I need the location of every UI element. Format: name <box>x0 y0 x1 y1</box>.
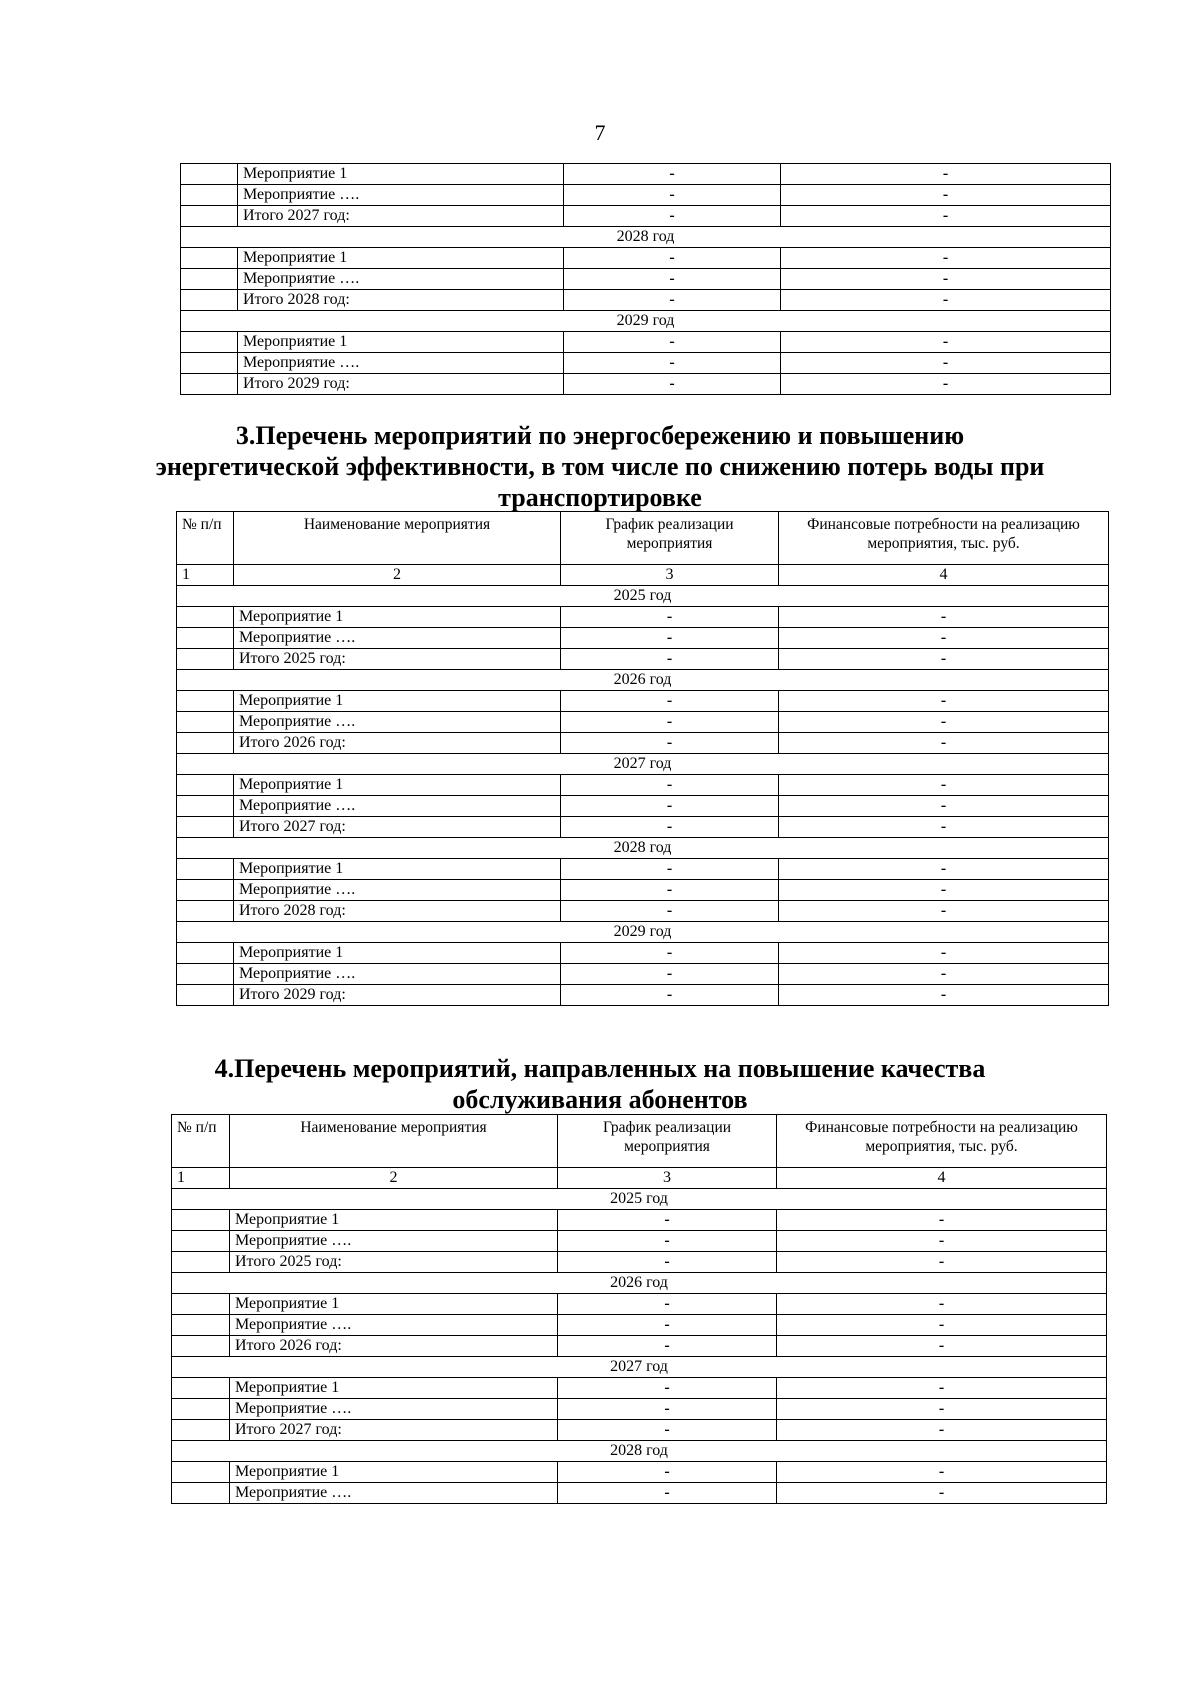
finance-value: - <box>777 1483 1107 1504</box>
schedule-value: - <box>561 607 779 628</box>
activity-name: Мероприятие …. <box>234 796 561 817</box>
year-row <box>181 311 1111 332</box>
header-schedule: График реализации мероприятия <box>561 512 779 565</box>
activity-name: Мероприятие …. <box>238 353 564 374</box>
finance-value: - <box>777 1420 1107 1441</box>
finance-value: - <box>779 943 1109 964</box>
row-number-cell <box>177 775 234 796</box>
activity-name: Мероприятие 1 <box>230 1294 558 1315</box>
activity-name: Мероприятие …. <box>238 185 564 206</box>
table-row <box>181 374 1111 395</box>
row-number-cell <box>181 332 238 353</box>
row-number-cell <box>172 1315 230 1336</box>
table-row <box>177 985 1109 1006</box>
table-row <box>172 1252 1107 1273</box>
row-number-cell <box>177 817 234 838</box>
finance-value: - <box>777 1399 1107 1420</box>
year-label: 2028 год <box>177 838 1109 859</box>
year-label: 2026 год <box>172 1273 1107 1294</box>
table-row <box>177 628 1109 649</box>
year-label: 2027 год <box>177 754 1109 775</box>
year-row <box>177 754 1109 775</box>
row-number-cell <box>172 1294 230 1315</box>
row-number-cell <box>177 796 234 817</box>
activity-name: Мероприятие …. <box>230 1315 558 1336</box>
year-label: 2029 год <box>181 311 1111 332</box>
section-4-heading-line: обслуживания абонентов <box>452 1085 748 1114</box>
activity-name: Итого 2027 год: <box>230 1420 558 1441</box>
table-row <box>181 269 1111 290</box>
schedule-value: - <box>564 290 781 311</box>
year-label: 2025 год <box>177 586 1109 607</box>
column-index: 2 <box>234 565 561 586</box>
row-number-cell <box>177 628 234 649</box>
table-row <box>172 1231 1107 1252</box>
finance-value: - <box>781 185 1111 206</box>
table-row <box>172 1210 1107 1231</box>
column-index: 4 <box>779 565 1109 586</box>
table-row <box>177 649 1109 670</box>
activity-name: Итого 2026 год: <box>234 733 561 754</box>
year-label: 2029 год <box>177 922 1109 943</box>
schedule-value: - <box>558 1336 777 1357</box>
row-number-cell <box>172 1399 230 1420</box>
row-number-cell <box>172 1483 230 1504</box>
year-label: 2028 год <box>181 227 1111 248</box>
schedule-value: - <box>561 649 779 670</box>
table-row <box>177 964 1109 985</box>
finance-value: - <box>781 164 1111 185</box>
finance-value: - <box>777 1315 1107 1336</box>
schedule-value: - <box>564 185 781 206</box>
activity-name: Мероприятие 1 <box>234 775 561 796</box>
finance-value: - <box>779 691 1109 712</box>
finance-value: - <box>777 1252 1107 1273</box>
finance-value: - <box>777 1336 1107 1357</box>
finance-value: - <box>779 607 1109 628</box>
activity-name: Мероприятие 1 <box>234 691 561 712</box>
schedule-value: - <box>561 964 779 985</box>
column-index: 2 <box>230 1168 558 1189</box>
table-row <box>172 1315 1107 1336</box>
table-row <box>177 733 1109 754</box>
schedule-value: - <box>564 248 781 269</box>
activity-name: Итого 2025 год: <box>234 649 561 670</box>
continuation-table <box>180 163 1111 395</box>
activity-name: Итого 2026 год: <box>230 1336 558 1357</box>
schedule-value: - <box>561 901 779 922</box>
activity-name: Итого 2025 год: <box>230 1252 558 1273</box>
activity-name: Мероприятие …. <box>230 1483 558 1504</box>
schedule-value: - <box>561 880 779 901</box>
year-row <box>181 227 1111 248</box>
finance-value: - <box>781 206 1111 227</box>
table-row <box>177 607 1109 628</box>
row-number-cell <box>177 901 234 922</box>
schedule-value: - <box>564 164 781 185</box>
year-row <box>172 1189 1107 1210</box>
column-index: 4 <box>777 1168 1107 1189</box>
row-number-cell <box>172 1252 230 1273</box>
schedule-value: - <box>558 1315 777 1336</box>
year-row <box>177 670 1109 691</box>
row-number-cell <box>181 206 238 227</box>
table-row <box>181 248 1111 269</box>
year-row <box>172 1273 1107 1294</box>
finance-value: - <box>777 1210 1107 1231</box>
finance-value: - <box>781 374 1111 395</box>
year-row <box>177 586 1109 607</box>
schedule-value: - <box>564 269 781 290</box>
row-number-cell <box>177 859 234 880</box>
row-number-cell <box>172 1420 230 1441</box>
row-number-cell <box>172 1462 230 1483</box>
table-row <box>181 206 1111 227</box>
finance-value: - <box>777 1462 1107 1483</box>
finance-value: - <box>779 901 1109 922</box>
finance-value: - <box>779 775 1109 796</box>
finance-value: - <box>777 1294 1107 1315</box>
table-row <box>177 775 1109 796</box>
schedule-value: - <box>558 1399 777 1420</box>
activity-name: Мероприятие 1 <box>230 1378 558 1399</box>
activity-name: Мероприятие …. <box>234 880 561 901</box>
activity-name: Мероприятие 1 <box>238 164 564 185</box>
activity-name: Мероприятие 1 <box>234 859 561 880</box>
table-row <box>172 1483 1107 1504</box>
year-label: 2028 год <box>172 1441 1107 1462</box>
activity-name: Итого 2028 год: <box>234 901 561 922</box>
schedule-value: - <box>564 374 781 395</box>
schedule-value: - <box>558 1252 777 1273</box>
schedule-value: - <box>558 1378 777 1399</box>
finance-value: - <box>781 332 1111 353</box>
section-3-heading-line: энергетической эффективности, в том числе по снижению потерь воды при <box>155 452 1045 481</box>
finance-value: - <box>777 1231 1107 1252</box>
finance-value: - <box>781 290 1111 311</box>
finance-value: - <box>779 628 1109 649</box>
finance-value: - <box>779 712 1109 733</box>
row-number-cell <box>172 1231 230 1252</box>
section-4-heading <box>0 1053 1200 1115</box>
table-row <box>181 290 1111 311</box>
year-row <box>172 1441 1107 1462</box>
activity-name: Мероприятие 1 <box>230 1462 558 1483</box>
column-index: 3 <box>558 1168 777 1189</box>
year-row <box>177 922 1109 943</box>
activity-name: Мероприятие …. <box>238 269 564 290</box>
schedule-value: - <box>561 943 779 964</box>
year-label: 2026 год <box>177 670 1109 691</box>
schedule-value: - <box>561 628 779 649</box>
activity-name: Мероприятие …. <box>230 1231 558 1252</box>
table-row <box>177 817 1109 838</box>
column-index-row <box>177 565 1109 586</box>
table-row <box>177 880 1109 901</box>
activity-name: Мероприятие …. <box>234 712 561 733</box>
activity-name: Мероприятие 1 <box>238 332 564 353</box>
table-row <box>172 1294 1107 1315</box>
header-name: Наименование мероприятия <box>234 512 561 565</box>
finance-value: - <box>779 859 1109 880</box>
section-3-heading <box>0 420 1200 513</box>
activity-name: Мероприятие 1 <box>234 943 561 964</box>
column-index: 1 <box>177 565 234 586</box>
schedule-value: - <box>558 1210 777 1231</box>
row-number-cell <box>177 985 234 1006</box>
row-number-cell <box>177 964 234 985</box>
schedule-value: - <box>561 691 779 712</box>
row-number-cell <box>181 164 238 185</box>
row-number-cell <box>172 1336 230 1357</box>
table-row <box>172 1399 1107 1420</box>
column-index-row <box>172 1168 1107 1189</box>
header-schedule: График реализации мероприятия <box>558 1115 777 1168</box>
activity-name: Мероприятие 1 <box>234 607 561 628</box>
finance-value: - <box>781 248 1111 269</box>
finance-value: - <box>779 796 1109 817</box>
schedule-value: - <box>564 332 781 353</box>
row-number-cell <box>177 733 234 754</box>
activity-name: Мероприятие …. <box>234 628 561 649</box>
schedule-value: - <box>558 1420 777 1441</box>
table-row <box>181 332 1111 353</box>
header-number: № п/п <box>172 1115 230 1168</box>
activity-name: Итого 2029 год: <box>234 985 561 1006</box>
finance-value: - <box>777 1378 1107 1399</box>
finance-value: - <box>779 817 1109 838</box>
finance-value: - <box>779 880 1109 901</box>
row-number-cell <box>181 248 238 269</box>
section-3-table <box>176 511 1109 1006</box>
finance-value: - <box>779 733 1109 754</box>
table-row <box>177 691 1109 712</box>
activity-name: Мероприятие 1 <box>230 1210 558 1231</box>
row-number-cell <box>177 691 234 712</box>
activity-name: Мероприятие 1 <box>238 248 564 269</box>
table-header-row <box>177 512 1109 565</box>
year-label: 2025 год <box>172 1189 1107 1210</box>
activity-name: Мероприятие …. <box>230 1399 558 1420</box>
page-number: 7 <box>594 120 606 145</box>
schedule-value: - <box>558 1462 777 1483</box>
schedule-value: - <box>558 1231 777 1252</box>
header-number: № п/п <box>177 512 234 565</box>
table-row <box>177 943 1109 964</box>
row-number-cell <box>177 880 234 901</box>
schedule-value: - <box>558 1483 777 1504</box>
year-row <box>177 838 1109 859</box>
finance-value: - <box>781 353 1111 374</box>
row-number-cell <box>181 185 238 206</box>
table-row <box>172 1462 1107 1483</box>
table-row <box>181 185 1111 206</box>
row-number-cell <box>181 269 238 290</box>
section-3-heading-line: транспортировке <box>498 483 702 512</box>
schedule-value: - <box>564 206 781 227</box>
year-row <box>172 1357 1107 1378</box>
column-index: 1 <box>172 1168 230 1189</box>
row-number-cell <box>177 649 234 670</box>
table-row <box>181 164 1111 185</box>
row-number-cell <box>172 1378 230 1399</box>
finance-value: - <box>779 985 1109 1006</box>
table-row <box>172 1420 1107 1441</box>
schedule-value: - <box>561 775 779 796</box>
schedule-value: - <box>561 817 779 838</box>
activity-name: Итого 2027 год: <box>234 817 561 838</box>
header-finance: Финансовые потребности на реализацию мероприятия, тыс. руб. <box>779 512 1109 565</box>
row-number-cell <box>177 943 234 964</box>
section-3-heading-line: 3.Перечень мероприятий по энергосбережению и повышению <box>235 421 965 450</box>
schedule-value: - <box>561 712 779 733</box>
section-4-heading-line: 4.Перечень мероприятий, направленных на повышение качества <box>214 1054 986 1083</box>
finance-value: - <box>779 964 1109 985</box>
table-row <box>177 859 1109 880</box>
table-row <box>172 1378 1107 1399</box>
activity-name: Итого 2029 год: <box>238 374 564 395</box>
row-number-cell <box>181 290 238 311</box>
row-number-cell <box>177 607 234 628</box>
year-label: 2027 год <box>172 1357 1107 1378</box>
row-number-cell <box>172 1210 230 1231</box>
table-row <box>177 712 1109 733</box>
table-row <box>181 353 1111 374</box>
activity-name: Итого 2027 год: <box>238 206 564 227</box>
finance-value: - <box>781 269 1111 290</box>
table-row <box>177 901 1109 922</box>
row-number-cell <box>177 712 234 733</box>
schedule-value: - <box>561 859 779 880</box>
schedule-value: - <box>561 985 779 1006</box>
table-header-row <box>172 1115 1107 1168</box>
row-number-cell <box>181 353 238 374</box>
table-row <box>177 796 1109 817</box>
activity-name: Мероприятие …. <box>234 964 561 985</box>
column-index: 3 <box>561 565 779 586</box>
row-number-cell <box>181 374 238 395</box>
header-name: Наименование мероприятия <box>230 1115 558 1168</box>
schedule-value: - <box>558 1294 777 1315</box>
section-4-table <box>171 1114 1107 1504</box>
schedule-value: - <box>564 353 781 374</box>
schedule-value: - <box>561 796 779 817</box>
table-row <box>172 1336 1107 1357</box>
schedule-value: - <box>561 733 779 754</box>
header-finance: Финансовые потребности на реализацию мероприятия, тыс. руб. <box>777 1115 1107 1168</box>
activity-name: Итого 2028 год: <box>238 290 564 311</box>
finance-value: - <box>779 649 1109 670</box>
